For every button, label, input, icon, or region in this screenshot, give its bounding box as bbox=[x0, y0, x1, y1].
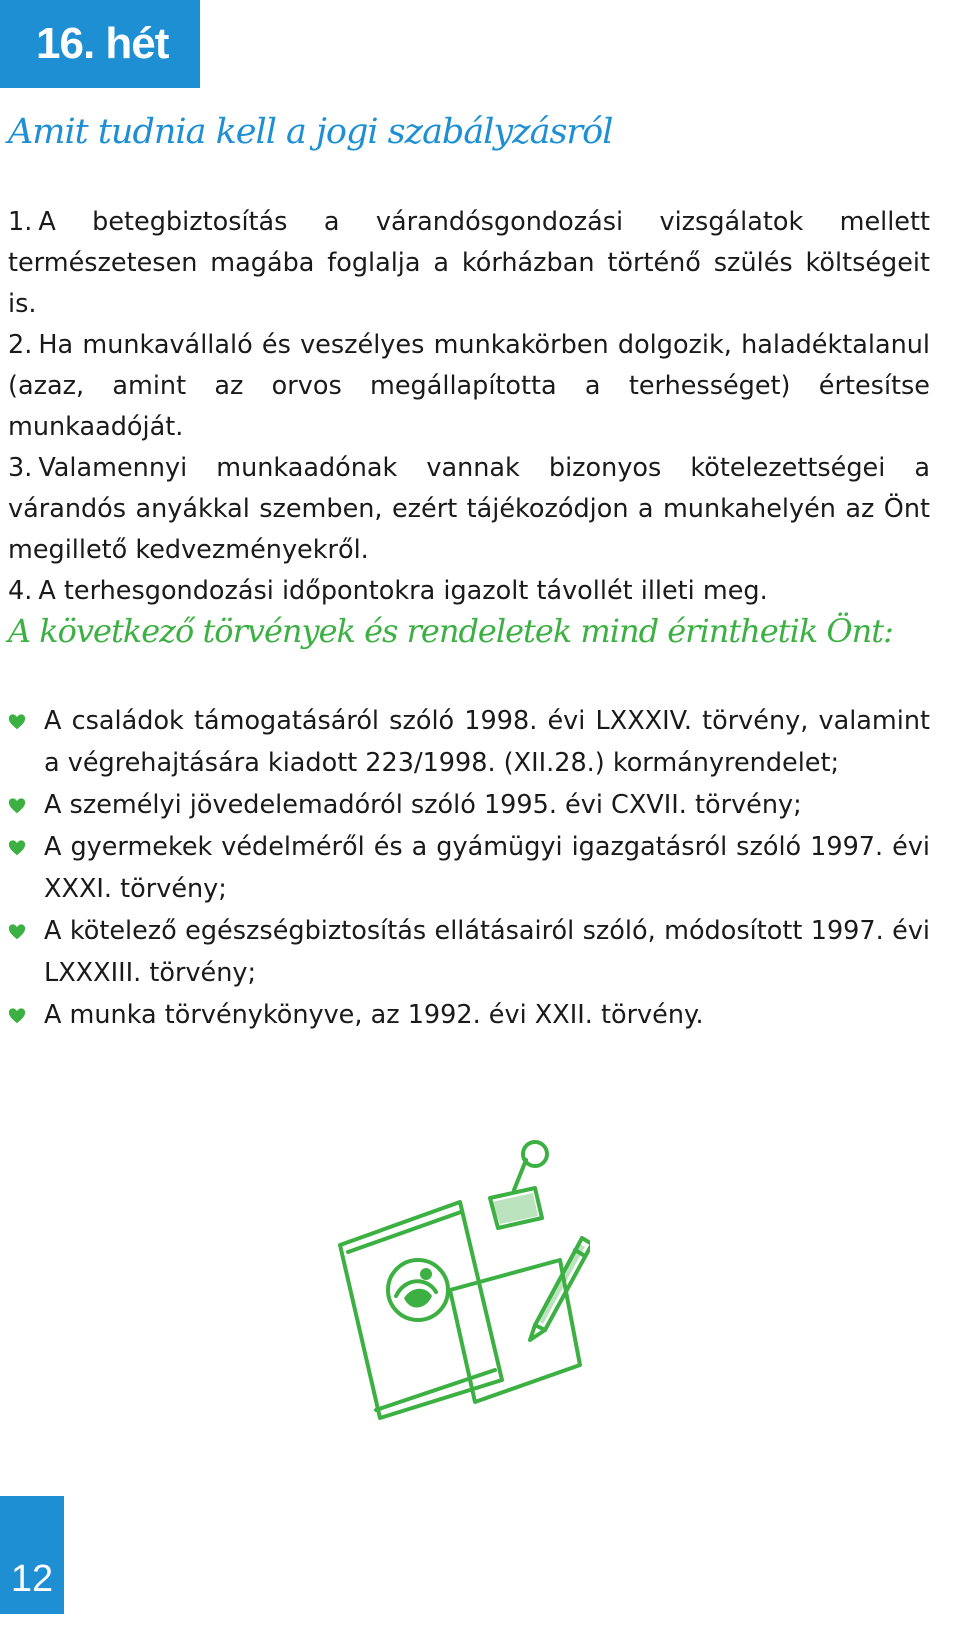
laws-section-title: A következő törvények és rendeletek mind érinthetik Önt: bbox=[8, 612, 893, 650]
law-text: A személyi jövedelemadóról szóló 1995. évi CXVII. törvény; bbox=[44, 790, 802, 820]
list-item bbox=[8, 994, 930, 1036]
list-item bbox=[8, 784, 930, 826]
list-item bbox=[8, 571, 930, 612]
item-text: A terhesgondozási időpontokra igazolt távollét illeti meg. bbox=[38, 576, 768, 606]
week-badge bbox=[0, 0, 200, 88]
heart-bullet-icon bbox=[8, 797, 26, 815]
item-number: 1. bbox=[8, 207, 33, 237]
list-item bbox=[8, 826, 930, 910]
page-number-badge bbox=[0, 1496, 64, 1614]
legal-section-title: Amit tudnia kell a jogi szabályzásról bbox=[8, 112, 613, 152]
laws-list bbox=[8, 700, 930, 1036]
heart-bullet-icon bbox=[8, 839, 26, 857]
item-text: Valamennyi munkaadónak vannak bizonyos kötelezettségei a várandós anyákkal szemben, ezért tájékozódjon a munkahelyén az Önt megillető kedvezményekről. bbox=[8, 453, 930, 565]
heart-bullet-icon bbox=[8, 1007, 26, 1025]
list-item bbox=[8, 448, 930, 571]
item-text: A betegbiztosítás a várandósgondozási vizsgálatok mellett természetesen magába foglalja a kórházban történő szülés költségeit is. bbox=[8, 207, 930, 319]
page-number: 12 bbox=[10, 1558, 54, 1600]
law-text: A kötelező egészségbiztosítás ellátásairól szóló, módosított 1997. évi LXXXIII. törvény; bbox=[44, 916, 930, 988]
law-text: A munka törvénykönyve, az 1992. évi XXII. törvény. bbox=[44, 1000, 704, 1030]
item-number: 4. bbox=[8, 576, 33, 606]
list-item bbox=[8, 202, 930, 325]
item-number: 2. bbox=[8, 330, 33, 360]
heart-bullet-icon bbox=[8, 713, 26, 731]
week-label: 16. hét bbox=[36, 19, 169, 68]
legal-rules-list bbox=[8, 202, 930, 612]
law-text: A gyermekek védelméről és a gyámügyi igazgatásról szóló 1997. évi XXXI. törvény; bbox=[44, 832, 930, 904]
list-item bbox=[8, 910, 930, 994]
law-text: A családok támogatásáról szóló 1998. évi LXXXIV. törvény, valamint a végrehajtására kiadott 223/1998. (XII.28.) kormányrendelet; bbox=[44, 706, 930, 778]
list-item bbox=[8, 325, 930, 448]
item-number: 3. bbox=[8, 453, 33, 483]
item-text: Ha munkavállaló és veszélyes munkakörben dolgozik, haladéktalanul (azaz, amint az orvos megállapította a terhességet) értesítse munkaadóját. bbox=[8, 330, 930, 442]
documents-stamp-pen-icon bbox=[330, 1140, 590, 1420]
list-item bbox=[8, 700, 930, 784]
heart-bullet-icon bbox=[8, 923, 26, 941]
